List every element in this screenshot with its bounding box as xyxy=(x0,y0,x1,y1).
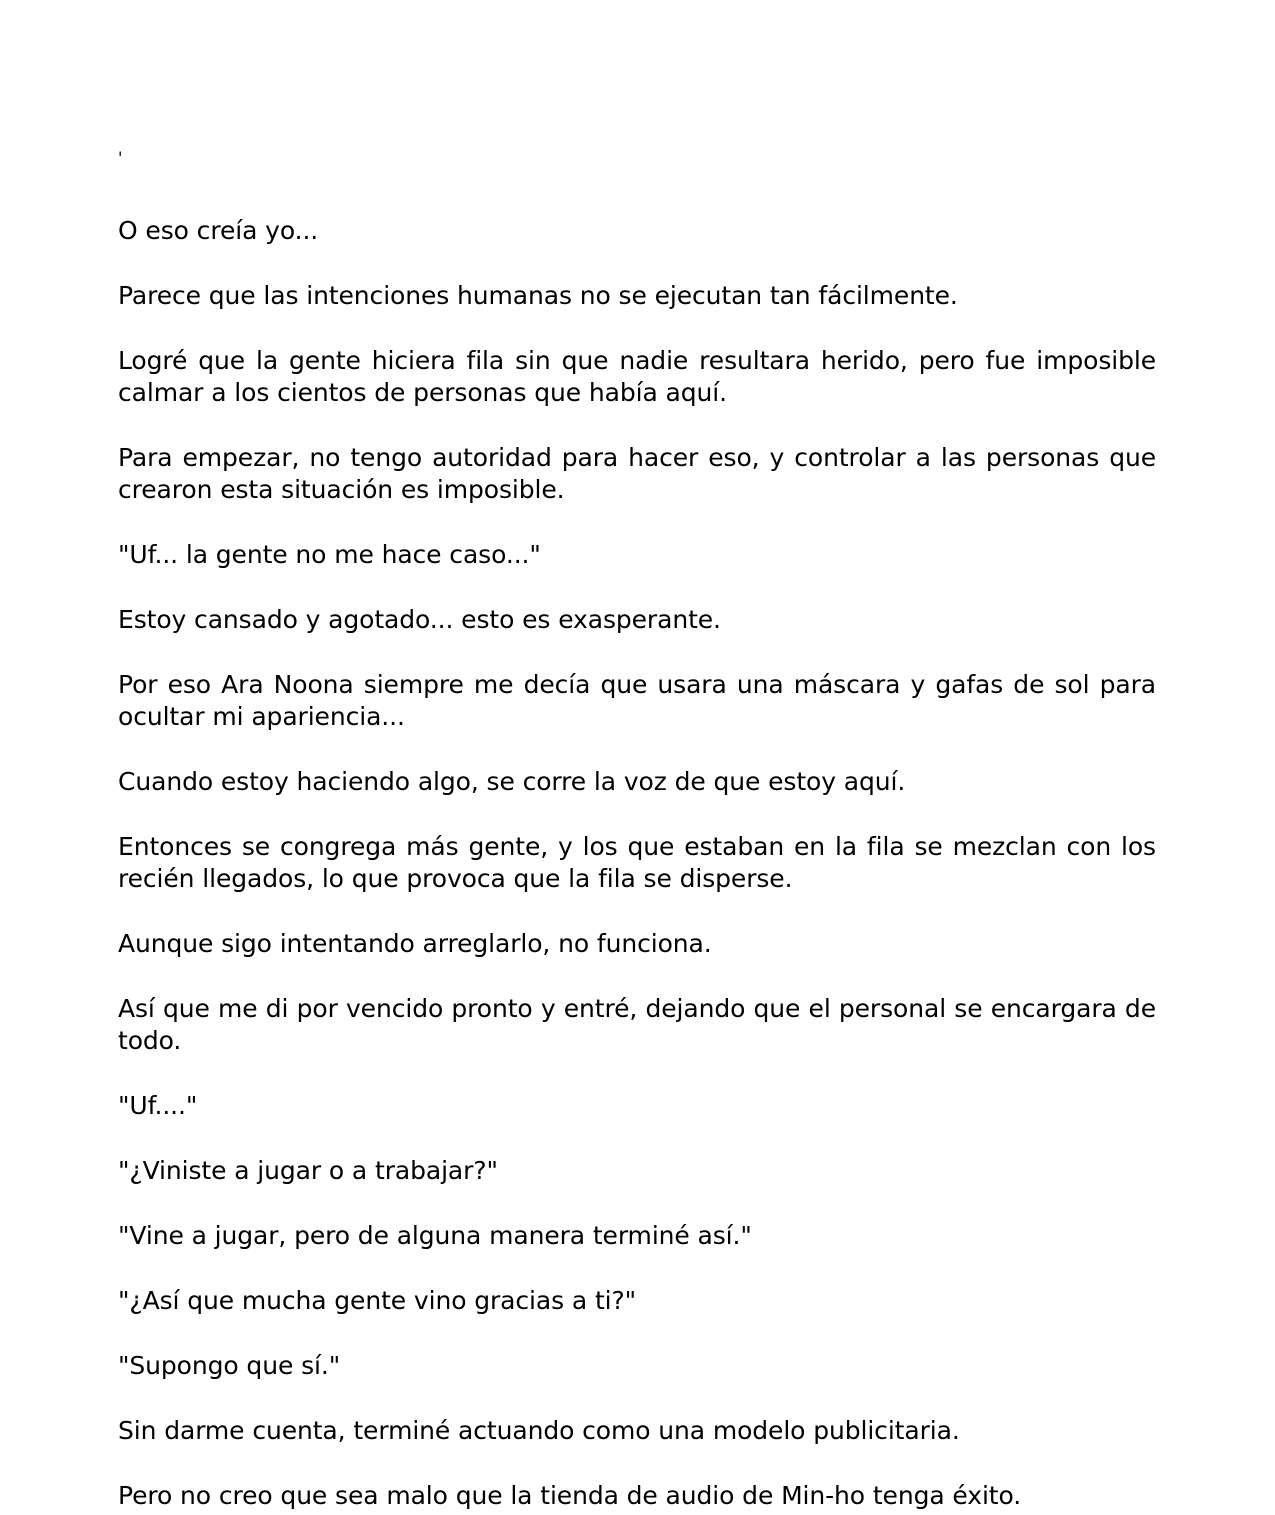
dialogue-line: "¿Así que mucha gente vino gracias a ti?" xyxy=(118,1286,637,1315)
paragraph: Estoy cansado y agotado... esto es exasperante. xyxy=(118,605,721,634)
paragraph: Así que me di por vencido pronto y entré, dejando que el personal se encargara de todo. xyxy=(118,994,1156,1055)
paragraph: Parece que las intenciones humanas no se ejecutan tan fácilmente. xyxy=(118,281,958,310)
paragraph: Por eso Ara Noona siempre me decía que usara una máscara y gafas de sol para ocultar mi apariencia... xyxy=(118,670,1156,731)
dialogue-line: "Vine a jugar, pero de alguna manera terminé así." xyxy=(118,1221,752,1250)
paragraph: O eso creía yo... xyxy=(118,216,319,245)
paragraph: Pero no creo que sea malo que la tienda de audio de Min-ho tenga éxito. xyxy=(118,1481,1022,1510)
paragraph: Para empezar, no tengo autoridad para hacer eso, y controlar a las personas que crearon esta situación es imposible. xyxy=(118,443,1156,504)
dialogue-line: "¿Viniste a jugar o a trabajar?" xyxy=(118,1156,498,1185)
dialogue-line: "Supongo que sí." xyxy=(118,1351,341,1380)
paragraph: Entonces se congrega más gente, y los que estaban en la fila se mezclan con los recién llegados, lo que provoca que la fila se disperse. xyxy=(118,832,1156,893)
page-mark: ' xyxy=(118,148,123,167)
paragraph: Sin darme cuenta, terminé actuando como una modelo publicitaria. xyxy=(118,1416,960,1445)
paragraph: Cuando estoy haciendo algo, se corre la voz de que estoy aquí. xyxy=(118,767,906,796)
paragraph: Aunque sigo intentando arreglarlo, no funciona. xyxy=(118,929,712,958)
dialogue-line: "Uf... la gente no me hace caso..." xyxy=(118,540,541,569)
document-body xyxy=(118,150,1156,1512)
paragraph: Logré que la gente hiciera fila sin que nadie resultara herido, pero fue imposible calmar a los cientos de personas que había aquí. xyxy=(118,346,1156,407)
dialogue-line: "Uf...." xyxy=(118,1091,198,1120)
